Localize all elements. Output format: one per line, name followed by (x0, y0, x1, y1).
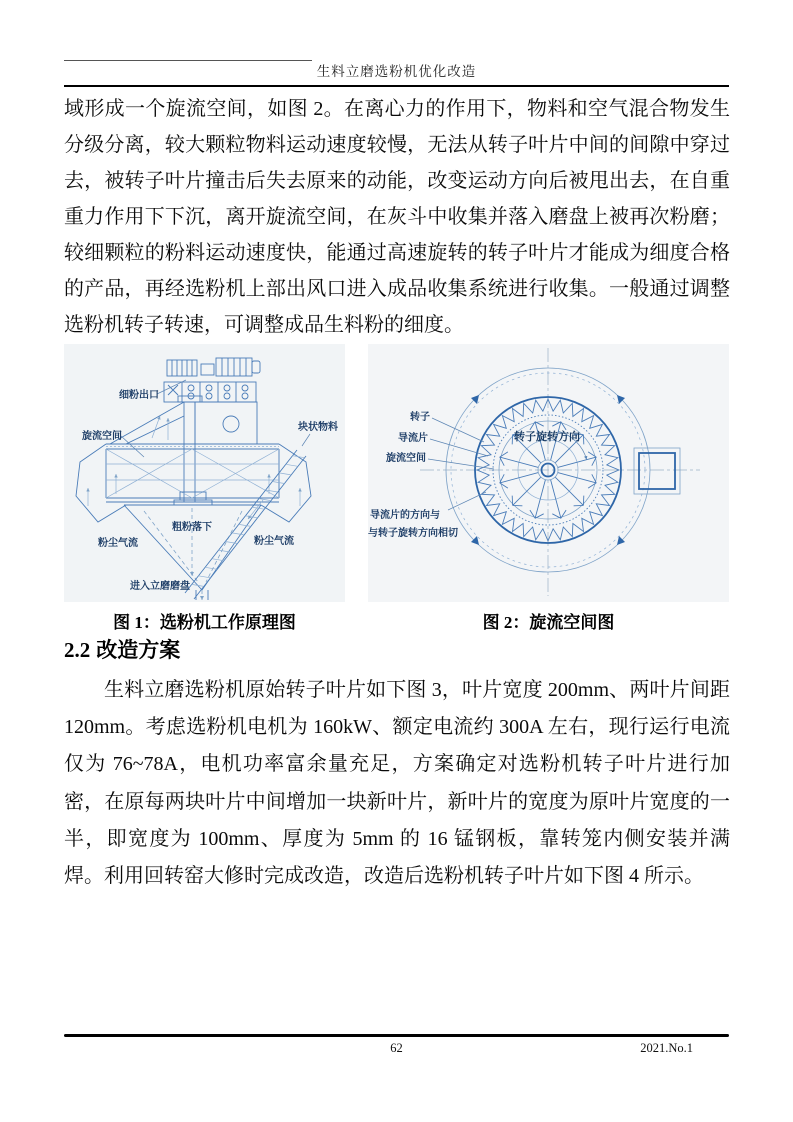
running-head-title: 生料立磨选粉机优化改造 (316, 64, 477, 79)
figure2-caption: 图 2：旋流空间图 (482, 613, 615, 632)
paragraph-text: 域形成一个旋流空间，如图 2。在离心力的作用下，物料和空气混合物发生分级分离，较大颗粒物料运动速度较慢，无法从转子叶片中间的间隙中穿过去，被转子叶片撞击后失去原来的动能，改变运动方向后被甩出去，在自重重力作用下下沉，离开旋流空间，在灰斗中收集并落入磨盘上被再次粉磨；较细颗粒的粉料运动速度快，能通过高速旋转的转子叶片才能成为细度合格的产品，再经选粉机上部出风口进入成品收集系统进行收集。一般通过调整选粉机转子转速，可调整成品生料粉的细度。 (64, 98, 730, 336)
paragraph-text: 生料立磨选粉机原始转子叶片如下图 3，叶片宽度 200mm、两叶片间距 120mm。考虑选粉机电机为 160kW、额定电流约 300A 左右，现行运行电流仅为 76~78A，电机功率富余量充足，方案确定对选粉机转子叶片进行加密，在原每两块叶片中间增加一块新叶片，新叶片的宽度为原叶片宽度的一半，即宽度为 100mm、厚度为 5mm 的 16 锰钢板，靠转笼内侧安装并满焊。利用回转窑大修时完成改造，改造后选粉机转子叶片如下图 4 所示。 (64, 679, 730, 888)
fig2-leader-lines (428, 418, 494, 510)
figure1-classifier-principle-diagram (64, 344, 345, 602)
fig1-label-to-mill-table: 进入立磨磨盘 (130, 581, 190, 592)
section-heading (64, 634, 180, 664)
body-paragraph-2 (64, 672, 730, 895)
fig2-label-rotation-direction: 转子旋转方向 (514, 431, 580, 443)
header-rule (64, 85, 729, 87)
center-lines (420, 348, 700, 596)
fig2-label-tangent-note-1: 导流片的方向与 (370, 510, 440, 521)
fig2-label-tangent-note-2: 与转子旋转方向相切 (368, 528, 458, 539)
fig1-label-fine-powder-outlet: 细粉出口 (119, 390, 159, 401)
fig2-label-guide-vane: 导流片 (398, 433, 428, 444)
outer-housing (76, 444, 311, 522)
issue-number: 2021.No.1 (640, 1041, 693, 1055)
rotor-cage (106, 444, 279, 505)
fig1-label-lump-material: 块状物料 (298, 422, 338, 433)
fig2-label-swirl-space: 旋流空间 (386, 453, 426, 464)
drive-assembly (164, 358, 260, 402)
section-title: 改造方案 (96, 639, 181, 662)
footer-rule (64, 1034, 729, 1037)
outlet-flange (634, 448, 680, 494)
fig1-label-dust-flow-left: 粉尘气流 (98, 538, 138, 549)
page-number: 62 (390, 1041, 403, 1055)
fig2-label-rotor: 转子 (410, 412, 430, 423)
body-paragraph-1 (64, 91, 730, 343)
fig1-label-swirl-space: 旋流空间 (82, 431, 122, 442)
classifier-section-drawing (64, 344, 345, 602)
shaft-and-housing (110, 402, 257, 502)
figure2-swirl-space-diagram (368, 344, 729, 602)
fig1-label-dust-flow-right: 粉尘气流 (254, 536, 294, 547)
swirl-space-top-view-drawing (368, 344, 729, 602)
fig1-label-coarse-falls: 粗粉落下 (172, 522, 212, 533)
section-number: 2.2 (64, 638, 91, 662)
figure1-caption: 图 1：选粉机工作原理图 (113, 613, 296, 632)
